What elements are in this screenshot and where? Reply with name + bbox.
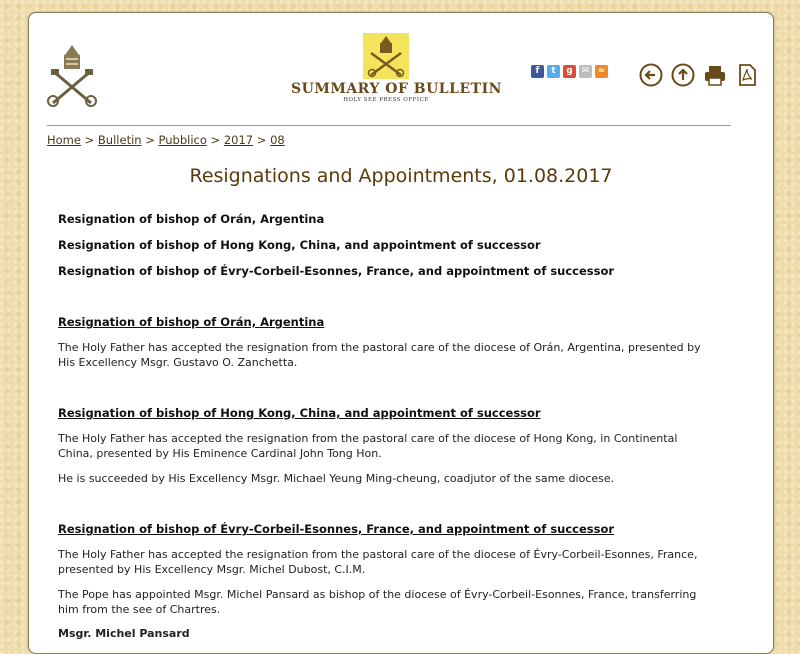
logo-subtitle: HOLY SEE PRESS OFFICE [343,97,429,103]
breadcrumb [47,133,285,147]
pdf-icon[interactable] [735,63,759,87]
breadcrumb-separator: > [210,133,221,147]
breadcrumb-month-link[interactable]: 08 [270,133,285,147]
holy-see-keys-icon [363,33,409,79]
section-heading-oran: Resignation of bishop of Orán, Argentina [58,315,325,329]
email-icon[interactable]: ✉ [579,65,592,78]
section-paragraph: The Holy Father has accepted the resignation from the pastoral care of the diocese of Hong Kong, in Continental China, presented by His Eminence Cardinal John Tong Hon. [58,432,678,460]
breadcrumb-home-link[interactable]: Home [47,133,81,147]
page-title: Resignations and Appointments, 01.08.2017 [189,165,613,187]
section-paragraph: The Holy Father has accepted the resignation from the pastoral care of the diocese of Évry-Corbeil-Esonnes, France, presented by His Excellency Msgr. Michel Dubost, C.I.M. [58,548,698,576]
section-paragraph: The Holy Father has accepted the resignation from the pastoral care of the diocese of Orán, Argentina, presented by His Excellency Msgr. Gustavo O. Zanchetta. [58,341,701,369]
toc-item-hong-kong[interactable]: Resignation of bishop of Hong Kong, China, and appointment of successor [58,238,541,252]
twitter-icon[interactable]: t [547,65,560,78]
breadcrumb-pubblico-link[interactable]: Pubblico [158,133,207,147]
logo-title: SUMMARY OF BULLETIN [291,81,502,97]
facebook-icon[interactable]: f [531,65,544,78]
print-icon[interactable] [703,63,727,87]
page-container [28,12,774,654]
breadcrumb-separator: > [145,133,155,147]
rss-icon[interactable]: ≈ [595,65,608,78]
section-heading-evry: Resignation of bishop of Évry-Corbeil-Esonnes, France, and appointment of successor [58,522,615,536]
breadcrumb-separator: > [84,133,95,147]
breadcrumb-bulletin-link[interactable]: Bulletin [97,133,142,147]
breadcrumb-separator: > [256,133,267,147]
up-arrow-icon[interactable] [671,63,695,87]
section-paragraph: Msgr. Michel Pansard [58,627,190,640]
section-paragraph: He is succeeded by His Excellency Msgr. Michael Yeung Ming-cheung, coadjutor of the same diocese. [58,472,615,485]
section-paragraph: The Pope has appointed Msgr. Michel Pansard as bishop of the diocese of Évry-Corbeil-Esonnes, France, transferring him from the see of Chartres. [58,588,697,616]
breadcrumb-year-link[interactable]: 2017 [223,133,254,147]
toc-item-oran[interactable]: Resignation of bishop of Orán, Argentina [58,212,325,226]
social-share-bar [531,65,608,78]
vatican-emblem-icon[interactable] [45,41,99,107]
page-nav-buttons [639,63,759,87]
back-arrow-icon[interactable] [639,63,663,87]
google-plus-icon[interactable]: g [563,65,576,78]
header [29,13,773,131]
toc-item-evry[interactable]: Resignation of bishop of Évry-Corbeil-Esonnes, France, and appointment of successor [58,264,615,278]
summary-of-bulletin-logo[interactable] [291,33,502,113]
section-heading-hong-kong: Resignation of bishop of Hong Kong, China, and appointment of successor [58,406,541,420]
header-divider [47,125,731,126]
